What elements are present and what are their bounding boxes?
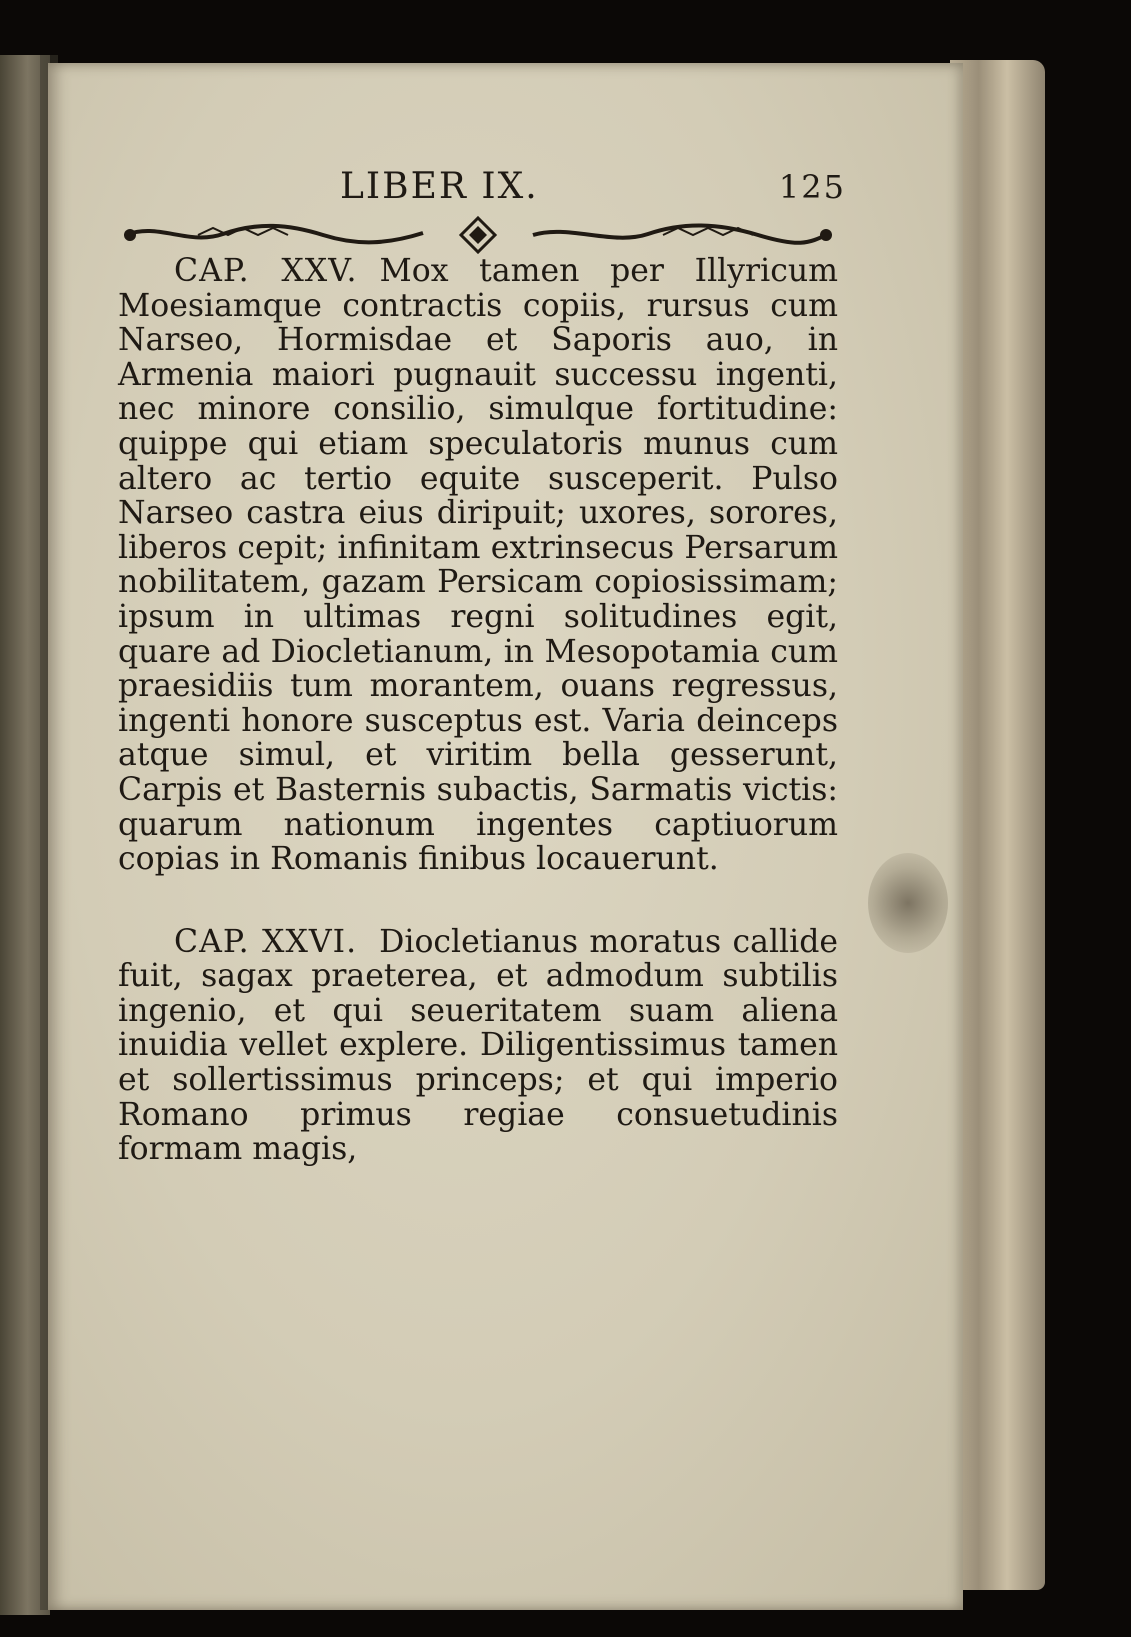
ornament-icon xyxy=(118,214,838,254)
running-head: LIBER IX. xyxy=(340,166,539,207)
ornamental-rule xyxy=(118,214,838,254)
section-paragraph xyxy=(118,925,838,1167)
page-text xyxy=(118,162,846,1168)
chapter-text: Mox tamen per Illyricum Moesiamque contractis copiis, rursus cum Narseo, Hormisdae et Saporis auo, in Armenia maiori pugnauit successu ingenti, nec minore consilio, simulque fortitudine: quippe qui etiam speculatoris munus cum altero ac tertio equite susceperit. Pulso Narseo castra eius diripuit; uxores, sorores, liberos cepit; infinitam extrinsecus Persarum nobilitatem, gazam Persicam copiosissimam; ipsum in ultimas regni solitudines egit, quare ad Diocletianum, in Mesopotamia cum praesidiis tum morantem, ouans regressus, ingenti honore susceptus est. Varia deinceps atque simul, et viritim bella gesserunt, Carpis et Basternis subactis, Sarmatis victis: quarum nationum ingentes captiuorum copias in Romanis finibus locauerunt. xyxy=(118,253,838,878)
page-number: 125 xyxy=(778,168,846,206)
page-edges xyxy=(950,60,1045,1590)
section-paragraph xyxy=(118,254,838,877)
chapter-heading: CAP. XXV. xyxy=(174,253,358,289)
page-stain xyxy=(868,853,948,953)
chapter-text: Diocletianus moratus callide fuit, sagax praeterea, et admodum subtilis ingenio, et qui seueritatem suam aliena inuidia vellet explere. Diligentissimus tamen et sollertissimus princeps; et qui imperio Romano primus regiae consuetudinis formam magis, xyxy=(118,923,838,1168)
page-header xyxy=(118,162,846,212)
chapter-heading: CAP. XXVI. xyxy=(174,923,358,960)
